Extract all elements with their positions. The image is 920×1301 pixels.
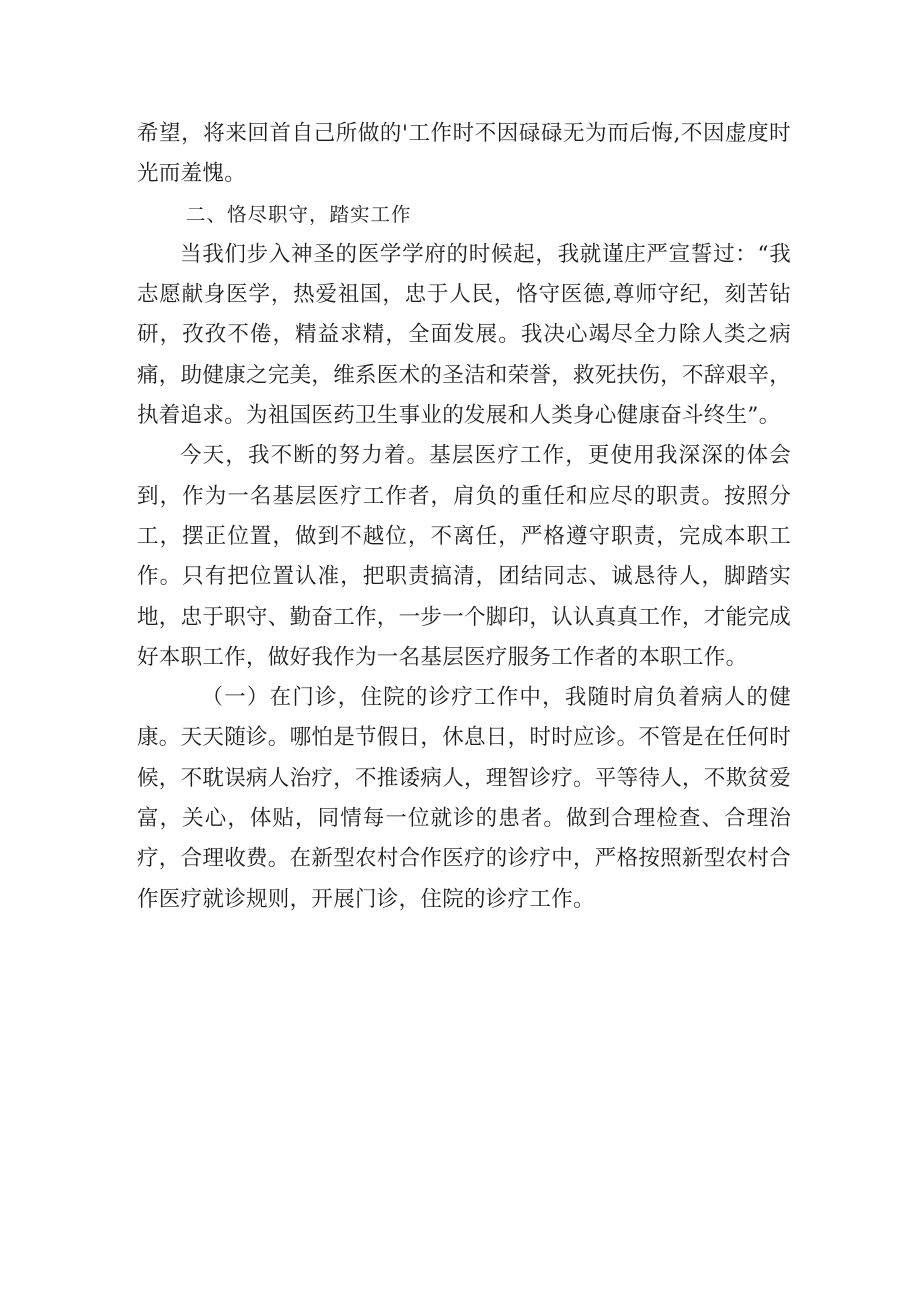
paragraph-continuation: 希望，将来回首自己所做的'工作时不因碌碌无为而后悔,不因虚度时光而羞愧。 [137,121,791,187]
section-heading: 二、恪尽职守，踏实工作 [186,202,412,226]
paragraph-outpatient: （一）在门诊，住院的诊疗工作中，我随时肩负着病人的健康。天天随诊。哪怕是节假日，休息日，时时应诊。不管是在任何时候，不耽误病人治疗，不推诿病人，理智诊疗。平等待人，不欺贫爱富，关心，体贴，同情每一位就诊的患者。做到合理检查、合理治疗，合理收费。在新型农村合作医疗的诊疗中，严格按照新型农村合作医疗就诊规则，开展门诊，住院的诊疗工作。 [137,685,792,912]
paragraph-duty: 今天，我不断的努力着。基层医疗工作，更使用我深深的体会到，作为一名基层医疗工作者，肩负的重任和应尽的职责。按照分工，摆正位置，做到不越位，不离任，严格遵守职责，完成本职工作。只有把位置认准，把职责搞清，团结同志、诚恳待人，脚踏实地，忠于职守、勤奋工作，一步一个脚印，认认真真工作，才能完成好本职工作，做好我作为一名基层医疗服务工作者的本职工作。 [137,443,792,670]
document-body [137,114,791,920]
paragraph-oath: 当我们步入神圣的医学学府的时候起，我就谨庄严宣誓过：“我志愿献身医学，热爱祖国，忠于人民，恪守医德,尊师守纪，刻苦钻研，孜孜不倦，精益求精，全面发展。我决心竭尽全力除人类之病痛，助健康之完美，维系医术的圣洁和荣誉，救死扶伤，不辞艰辛，执着追求。为祖国医药卫生事业的发展和人类身心健康奋斗终生”。 [137,241,792,429]
